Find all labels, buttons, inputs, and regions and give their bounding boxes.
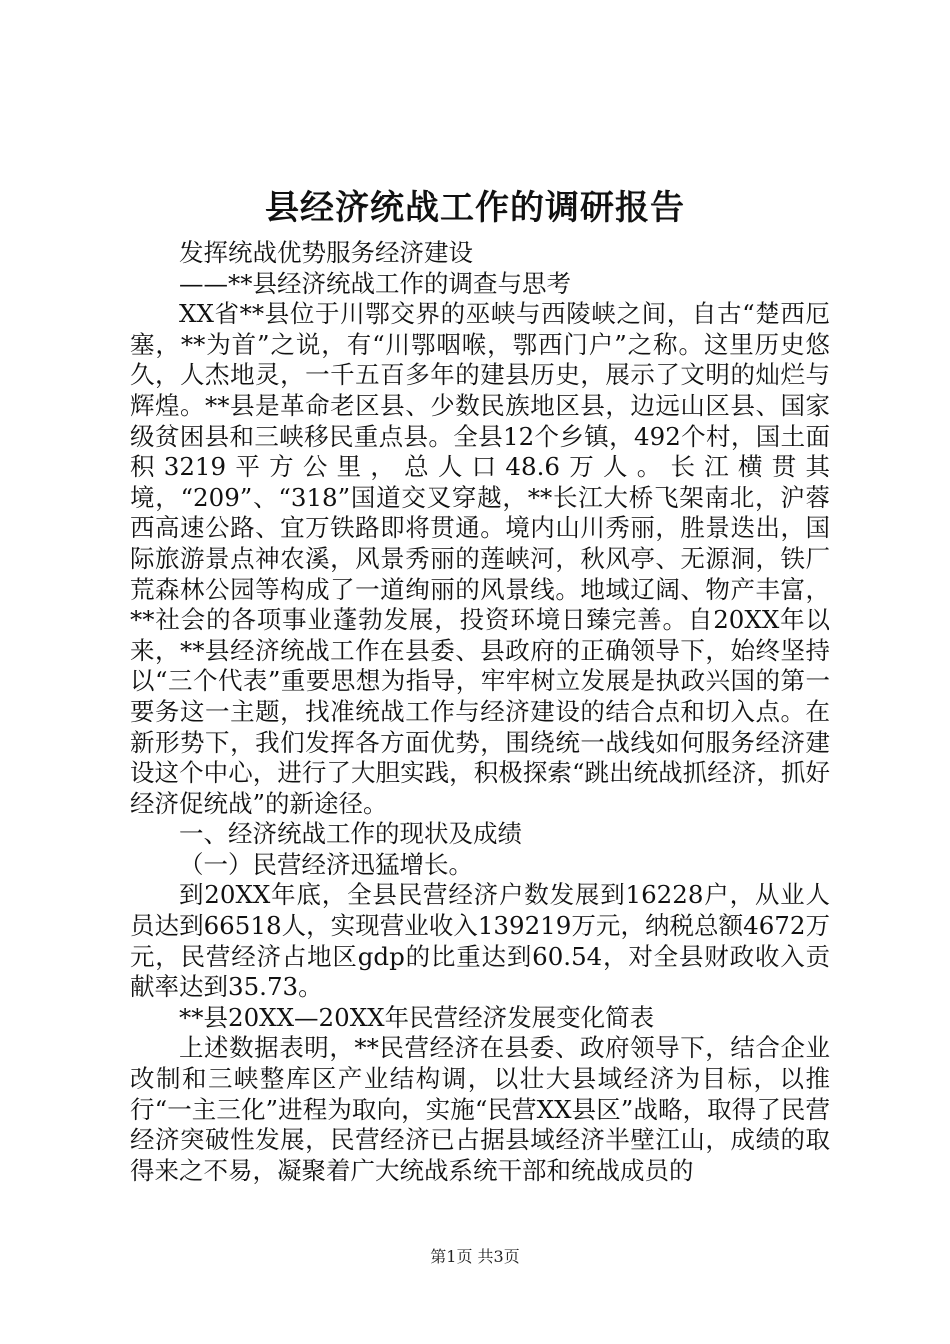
paragraph-intro: XX省**县位于川鄂交界的巫峡与西陵峡之间，自古“楚西厄塞，**为首”之说，有“川鄂咽喉，鄂西门户”之称。这里历史悠久，人杰地灵，一千五百多年的建县历史，展示了文明的灿烂与辉煌。**县是革命老区县、少数民族地区县，边远山区县、国家级贫困县和三峡移民重点县。全县12个乡镇，492个村，国土面积3219平方公里，总人口48.6万人。长江横贯其境，“209”、“318”国道交叉穿越，**长江大桥飞架南北，沪蓉西高速公路、宜万铁路即将贯通。境内山川秀丽，胜景迭出，国际旅游景点神农溪，风景秀丽的莲峡河，秋风亭、无源洞，铁厂荒森林公园等构成了一道绚丽的风景线。地域辽阔、物产丰富，**社会的各项事业蓬勃发展，投资环境日臻完善。自20XX年以来，**县经济统战工作在县委、县政府的正确领导下，始终坚持以“三个代表”重要思想为指导，牢牢树立发展是执政兴国的第一要务这一主题，找准统战工作与经济建设的结合点和切入点。在新形势下，我们发挥各方面优势，围绕统一战线如何服务经济建设这个中心，进行了大胆实践，积极探索“跳出统战抓经济，抓好经济促统战”的新途径。 xyxy=(130,299,830,818)
subsection-heading: （一）民营经济迅猛增长。 xyxy=(179,849,473,879)
document-body xyxy=(130,238,830,1186)
subtitle: 发挥统战优势服务经济建设 xyxy=(179,238,473,267)
document-title: 县经济统战工作的调研报告 xyxy=(265,188,685,228)
section-heading: 一、经济统战工作的现状及成绩 xyxy=(179,819,522,849)
paragraph-analysis: 上述数据表明，**民营经济在县委、政府领导下，结合企业改制和三峡整库区产业结构调，以壮大县域经济为目标，以推行“一主三化”进程为取向，实施“民营XX县区”战略，取得了民营经济突破性发展，民营经济已占据县域经济半壁江山，成绩的取得来之不易，凝聚着广大统战系统干部和统战成员的 xyxy=(130,1033,830,1185)
table-caption: **县20XX—20XX年民营经济发展变化简表 xyxy=(179,1002,655,1032)
page-number-footer: 第1页 共3页 xyxy=(430,1247,520,1266)
sub-subtitle: ——**县经济统战工作的调查与思考 xyxy=(179,268,571,298)
paragraph-statistics: 到20XX年底，全县民营经济户数发展到16228户，从业人员达到66518人，实现营业收入139219万元，纳税总额4672万元，民营经济占地区gdp的比重达到60.54，对全县财政收入贡献率达到35.73。 xyxy=(130,880,830,1002)
